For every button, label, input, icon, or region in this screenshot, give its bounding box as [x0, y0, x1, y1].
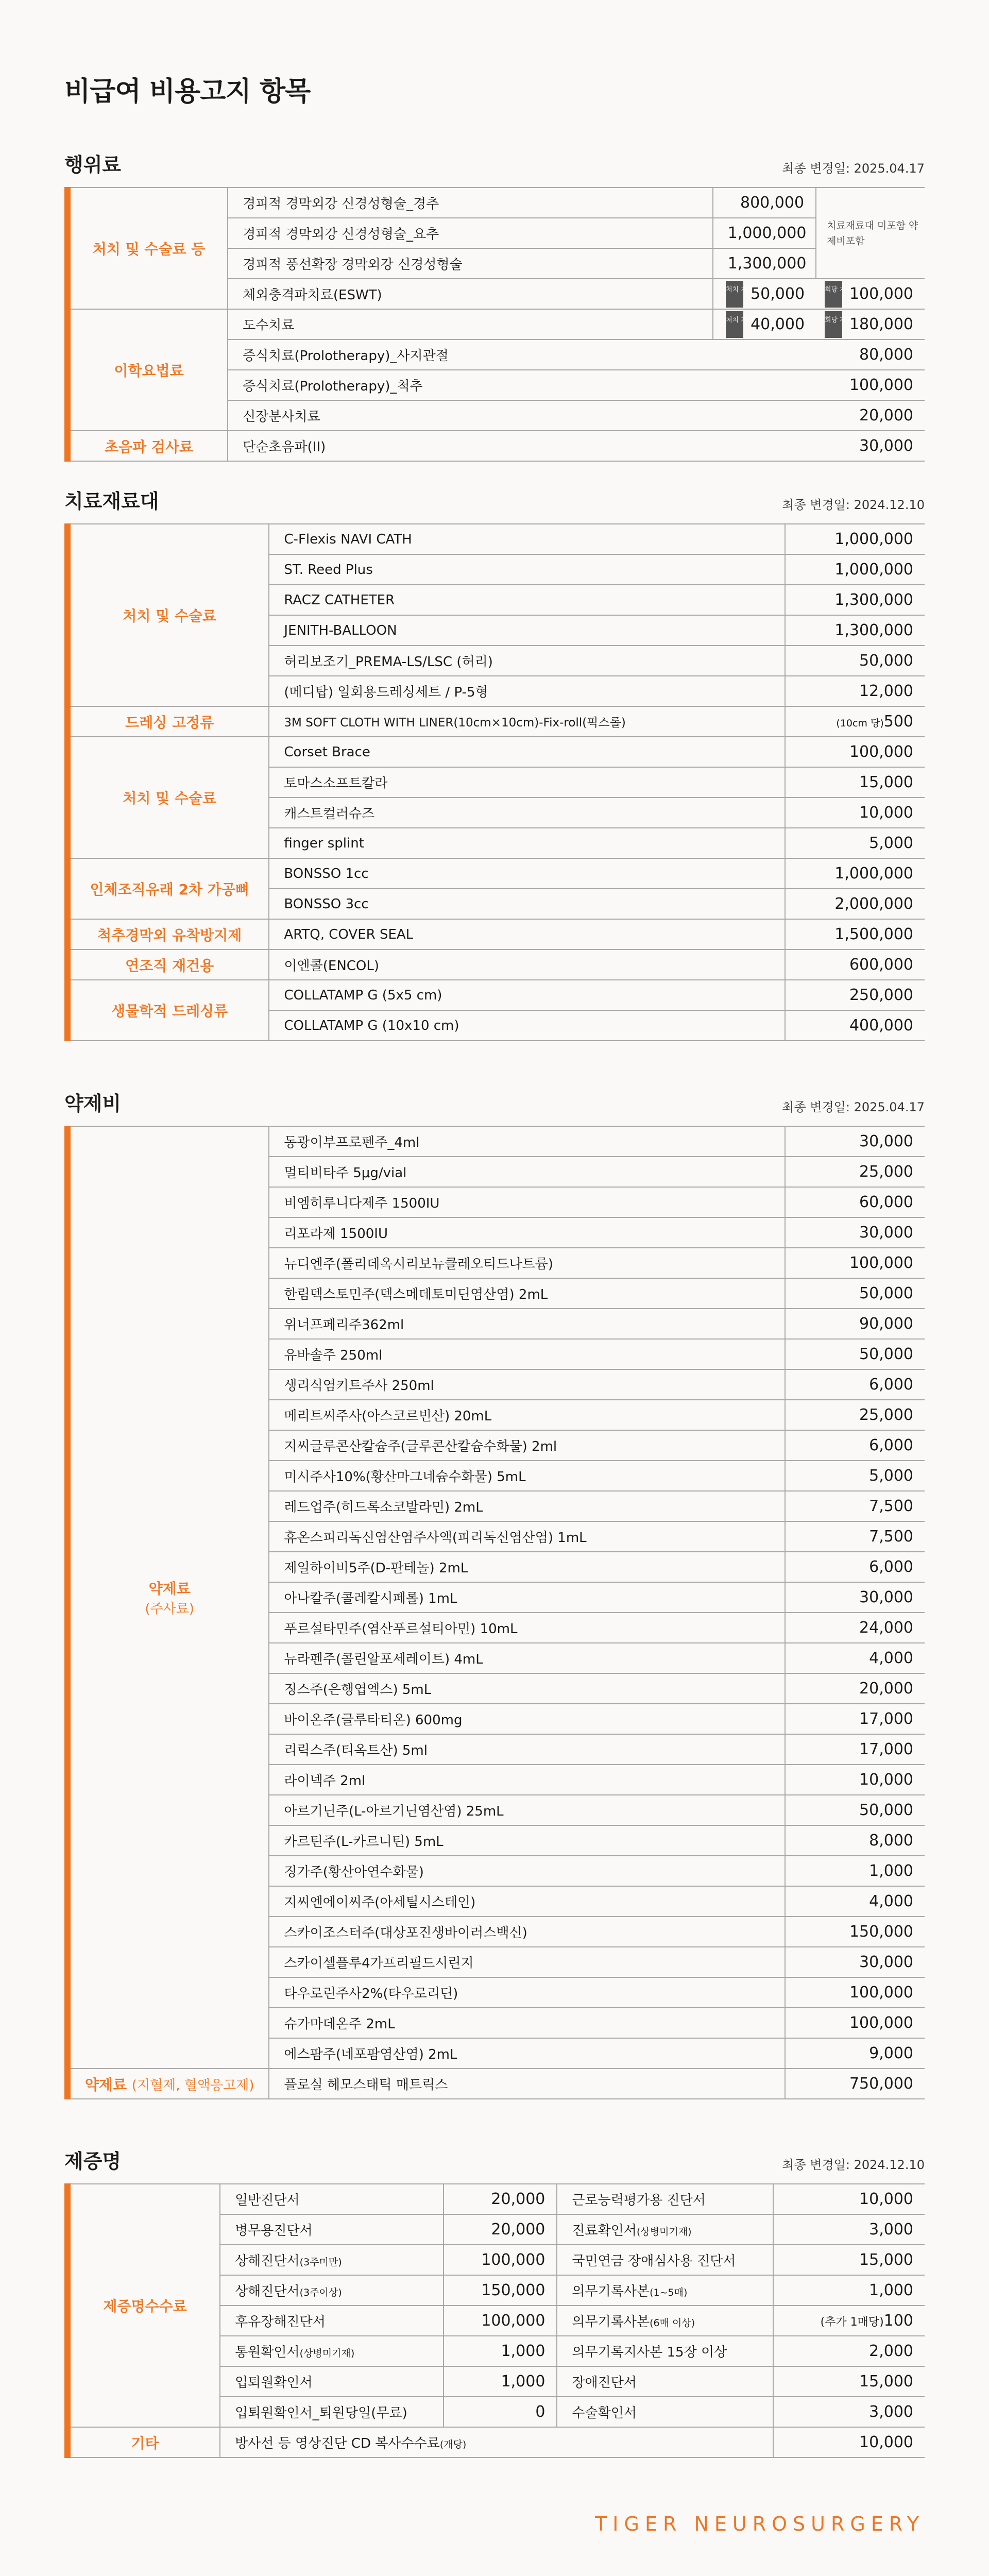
- item-price: 8,000: [785, 1825, 925, 1856]
- item-price: 80,000: [713, 340, 925, 370]
- updated-date: 최종 변경일: 2024.12.10: [782, 2158, 925, 2172]
- item-name: 멀티비타주 5μg/vial: [269, 1157, 785, 1187]
- item-price: 20,000: [444, 2184, 557, 2214]
- item-name: 지씨엔에이씨주(아세틸시스테인): [269, 1886, 785, 1917]
- item-price: 400,000: [785, 1010, 925, 1041]
- item-name: 상해진단서(3주미만): [220, 2245, 444, 2275]
- item-name: 체외충격파치료(ESWT): [228, 279, 713, 309]
- item-name: 단순초음파(II): [228, 431, 713, 461]
- table-row: [67, 2427, 925, 2458]
- category-label: 인체조직유래 2차 가공뼈: [67, 858, 269, 919]
- item-price: 1,300,000: [713, 248, 816, 279]
- item-price: 2,000,000: [785, 889, 925, 919]
- table-row: [67, 919, 925, 950]
- item-price: 10,000: [785, 1765, 925, 1795]
- item-price: 1,300,000: [785, 615, 925, 646]
- item-price: 15,000: [773, 2245, 925, 2275]
- item-price: 100,000: [785, 1977, 925, 2008]
- item-price: 1,000,000: [713, 218, 816, 248]
- section-drugs: [64, 1091, 925, 2099]
- item-price: 100,000: [444, 2306, 557, 2336]
- item-price: 12,000: [785, 676, 925, 706]
- table-row: [67, 431, 925, 461]
- item-price: 1,300,000: [785, 585, 925, 615]
- item-price: 750,000: [785, 2069, 925, 2099]
- item-price: 100,000: [785, 737, 925, 767]
- item-name: 의무기록사본(1~5매): [557, 2275, 773, 2306]
- item-name: 비엠히루니다제주 1500IU: [269, 1187, 785, 1217]
- table-row: [67, 1126, 925, 1157]
- item-price: 17,000: [785, 1734, 925, 1765]
- item-price: 17,000: [785, 1704, 925, 1734]
- updated-date: 최종 변경일: 2024.12.10: [782, 498, 925, 512]
- item-price: 1,000: [444, 2336, 557, 2366]
- drugs-table: [64, 1126, 925, 2099]
- category-label: 생물학적 드레싱류: [67, 980, 269, 1041]
- item-name: 이엔콜(ENCOL): [269, 950, 785, 980]
- badge-extra: 회당 가격: [825, 281, 842, 308]
- item-name: JENITH-BALLOON: [269, 615, 785, 646]
- item-price: 25,000: [785, 1400, 925, 1430]
- category-label: 처치 및 수술료: [67, 737, 269, 858]
- item-name: 신장분사치료: [228, 400, 713, 431]
- category-label: 약제료 (주사료): [67, 1126, 269, 2069]
- procedure-table: [64, 187, 925, 462]
- item-name: 동광이부프로펜주_4ml: [269, 1126, 785, 1157]
- section-title: 약제비: [64, 1092, 122, 1115]
- section-procedure: [64, 152, 925, 462]
- certificates-table: [64, 2183, 925, 2458]
- item-price: 4,000: [785, 1886, 925, 1917]
- item-name: 경피적 경막외강 신경성형술_경추: [228, 188, 713, 218]
- item-name: 경피적 풍선확장 경막외강 신경성형술: [228, 248, 713, 279]
- item-name: 스카이셀플루4가프리필드시린지: [269, 1947, 785, 1977]
- item-price-2: 100,000: [849, 285, 913, 303]
- item-name: 휴온스피리독신염산염주사액(피리독신염산염) 1mL: [269, 1521, 785, 1552]
- item-price: 9,000: [785, 2038, 925, 2069]
- item-price: 30,000: [785, 1126, 925, 1157]
- item-name: (메디탑) 일회용드레싱세트 / P-5형: [269, 676, 785, 706]
- item-name: 뉴라펜주(콜린알포세레이트) 4mL: [269, 1643, 785, 1673]
- item-name: 진료확인서(상병미기재): [557, 2214, 773, 2245]
- item-name: 슈가마데온주 2mL: [269, 2008, 785, 2038]
- item-name: COLLATAMP G (10x10 cm): [269, 1010, 785, 1041]
- item-name: 뉴디엔주(폴리데옥시리보뉴클레오티드나트륨): [269, 1248, 785, 1278]
- badge-treat: 처치 가격: [726, 311, 743, 338]
- item-name: 상해진단서(3주이상): [220, 2275, 444, 2306]
- table-row: [67, 524, 925, 554]
- table-row: [67, 2184, 925, 2214]
- item-name: 유바솔주 250ml: [269, 1339, 785, 1369]
- item-price: 100,000: [785, 2008, 925, 2038]
- item-name: 경피적 경막외강 신경성형술_요추: [228, 218, 713, 248]
- section-title: 치료재료대: [64, 490, 159, 513]
- section-title: 제증명: [64, 2150, 122, 2173]
- item-name: finger splint: [269, 828, 785, 858]
- item-name: 플로실 헤모스태틱 매트릭스: [269, 2069, 785, 2099]
- item-name: 생리식염키트주사 250ml: [269, 1369, 785, 1400]
- item-name: RACZ CATHETER: [269, 585, 785, 615]
- item-name: 병무용진단서: [220, 2214, 444, 2245]
- item-price: 20,000: [713, 400, 925, 431]
- item-price: 7,500: [785, 1521, 925, 1552]
- note-text: 치료재료대 미포함 약제비포함: [816, 188, 925, 279]
- item-price-2: 180,000: [849, 315, 913, 333]
- item-name: 리포라제 1500IU: [269, 1217, 785, 1248]
- updated-date: 최종 변경일: 2025.04.17: [782, 1100, 925, 1114]
- item-name: 타우로린주사2%(타우로리딘): [269, 1977, 785, 2008]
- item-price: 30,000: [785, 1582, 925, 1613]
- item-price: 800,000: [713, 188, 816, 218]
- category-label: 제증명수수료: [67, 2184, 220, 2427]
- item-name: 통원확인서(상병미기재): [220, 2336, 444, 2366]
- item-price: 2,000: [773, 2336, 925, 2366]
- item-name: 후유장해진단서: [220, 2306, 444, 2336]
- category-label: 이학요법료: [67, 309, 228, 431]
- item-name: Corset Brace: [269, 737, 785, 767]
- item-name: 아르기닌주(L-아르기닌염산염) 25mL: [269, 1795, 785, 1825]
- item-name: 도수치료: [228, 309, 713, 340]
- item-name: 방사선 등 영상진단 CD 복사수수료(개당): [220, 2427, 773, 2458]
- item-price: 10,000: [773, 2184, 925, 2214]
- badge-extra: 회당 가격: [825, 311, 842, 338]
- item-price: 50,000: [751, 285, 805, 303]
- item-price: 6,000: [785, 1552, 925, 1582]
- item-price: 90,000: [785, 1309, 925, 1339]
- item-name: 미시주사10%(황산마그네슘수화물) 5mL: [269, 1461, 785, 1491]
- item-price: 250,000: [785, 980, 925, 1010]
- category-label: 처치 및 수술료: [67, 524, 269, 706]
- item-price: 10,000: [785, 798, 925, 828]
- item-name: 제일하이비5주(D-판테놀) 2mL: [269, 1552, 785, 1582]
- item-name: 의무기록지사본 15장 이상: [557, 2336, 773, 2366]
- item-price: 1,500,000: [785, 919, 925, 950]
- item-name: C-Flexis NAVI CATH: [269, 524, 785, 554]
- item-price: 1,000,000: [785, 858, 925, 889]
- updated-date: 최종 변경일: 2025.04.17: [782, 161, 925, 176]
- item-price: 150,000: [444, 2275, 557, 2306]
- item-name: BONSSO 3cc: [269, 889, 785, 919]
- item-price: 5,000: [785, 1461, 925, 1491]
- brand-logo-text: TIGER NEUROSURGERY: [595, 2513, 925, 2535]
- item-name: 토마스소프트칼라: [269, 767, 785, 798]
- item-name: 카르틴주(L-카르니틴) 5mL: [269, 1825, 785, 1856]
- item-price: 50,000: [785, 1278, 925, 1309]
- item-name: 수술확인서: [557, 2397, 773, 2427]
- table-row: [67, 309, 925, 340]
- item-price: 50,000: [785, 646, 925, 676]
- item-name: 일반진단서: [220, 2184, 444, 2214]
- table-row: [67, 706, 925, 737]
- item-price: 30,000: [785, 1217, 925, 1248]
- table-row: [67, 737, 925, 767]
- item-price: 150,000: [785, 1917, 925, 1947]
- item-name: 아나칼주(콜레칼시페롤) 1mL: [269, 1582, 785, 1613]
- item-price: 6,000: [785, 1430, 925, 1461]
- item-price: 30,000: [713, 431, 925, 461]
- item-price: 1,000,000: [785, 524, 925, 554]
- category-label: 약제료 (지혈제, 혈액응고제): [67, 2069, 269, 2099]
- page-title: 비급여 비용고지 항목: [64, 76, 311, 107]
- table-row: [67, 2069, 925, 2099]
- item-price: 30,000: [785, 1947, 925, 1977]
- item-name: 징가주(황산아연수화물): [269, 1856, 785, 1886]
- item-name: 허리보조기_PREMA-LS/LSC (허리): [269, 646, 785, 676]
- item-name: ARTQ, COVER SEAL: [269, 919, 785, 950]
- item-name: 한림덱스토민주(덱스메데토미딘염산염) 2mL: [269, 1278, 785, 1309]
- item-price: 50,000: [785, 1339, 925, 1369]
- item-price: 10,000: [773, 2427, 925, 2458]
- item-name: 장애진단서: [557, 2366, 773, 2397]
- item-name: BONSSO 1cc: [269, 858, 785, 889]
- item-price: 1,000,000: [785, 554, 925, 585]
- item-name: 스카이조스터주(대상포진생바이러스백신): [269, 1917, 785, 1947]
- item-name: 국민연금 장애심사용 진단서: [557, 2245, 773, 2275]
- table-row: [67, 950, 925, 980]
- item-price: 6,000: [785, 1369, 925, 1400]
- category-label: 처치 및 수술료 등: [67, 188, 228, 309]
- item-price: 600,000: [785, 950, 925, 980]
- table-row: [67, 188, 925, 218]
- item-price: 1,000: [773, 2275, 925, 2306]
- item-price: 100,000: [713, 370, 925, 400]
- item-name: 라이넥주 2ml: [269, 1765, 785, 1795]
- item-name: 캐스트컬러슈즈: [269, 798, 785, 828]
- item-price: 5,000: [785, 828, 925, 858]
- item-price: (추가 1매당)100: [773, 2306, 925, 2336]
- item-name: 메리트씨주사(아스코르빈산) 20mL: [269, 1400, 785, 1430]
- item-price: 3,000: [773, 2214, 925, 2245]
- item-price: 1,000: [785, 1856, 925, 1886]
- item-price: 24,000: [785, 1613, 925, 1643]
- item-name: 푸르설타민주(염산푸르설티아민) 10mL: [269, 1613, 785, 1643]
- category-label: 초음파 검사료: [67, 431, 228, 461]
- section-certificates: [64, 2148, 925, 2458]
- item-name: 입퇴원확인서_퇴원당일(무료): [220, 2397, 444, 2427]
- item-name: 에스팜주(네포팜염산염) 2mL: [269, 2038, 785, 2069]
- item-price: 60,000: [785, 1187, 925, 1217]
- item-price: 100,000: [785, 1248, 925, 1278]
- item-price: 4,000: [785, 1643, 925, 1673]
- item-price: (10cm 당)500: [785, 706, 925, 737]
- item-name: 의무기록사본(6매 이상): [557, 2306, 773, 2336]
- item-price: 25,000: [785, 1157, 925, 1187]
- item-price: 1,000: [444, 2366, 557, 2397]
- item-price: 0: [444, 2397, 557, 2427]
- materials-table: [64, 523, 925, 1041]
- item-name: 3M SOFT CLOTH WITH LINER(10cm×10cm)-Fix-roll(픽스롤): [269, 706, 785, 737]
- category-label: 기타: [67, 2427, 220, 2458]
- item-price: 7,500: [785, 1491, 925, 1521]
- item-name: ST. Reed Plus: [269, 554, 785, 585]
- category-label: 척추경막외 유착방지제: [67, 919, 269, 950]
- badge-treat: 처치 가격: [726, 281, 743, 308]
- item-name: 근로능력평가용 진단서: [557, 2184, 773, 2214]
- table-row: [67, 858, 925, 889]
- item-name: 입퇴원확인서: [220, 2366, 444, 2397]
- item-name: 레드업주(히드록소코발라민) 2mL: [269, 1491, 785, 1521]
- item-price: 15,000: [773, 2366, 925, 2397]
- item-price: 20,000: [444, 2214, 557, 2245]
- item-price: 20,000: [785, 1673, 925, 1704]
- category-label: 드레싱 고정류: [67, 706, 269, 737]
- category-label: 연조직 재건용: [67, 950, 269, 980]
- section-title: 행위료: [64, 154, 122, 176]
- item-name: 바이온주(글루타티온) 600mg: [269, 1704, 785, 1734]
- item-name: 리릭스주(티옥트산) 5ml: [269, 1734, 785, 1765]
- section-materials: [64, 488, 925, 1041]
- item-price: 3,000: [773, 2397, 925, 2427]
- item-name: 징스주(은행엽엑스) 5mL: [269, 1673, 785, 1704]
- item-name: 위너프페리주362ml: [269, 1309, 785, 1339]
- item-name: COLLATAMP G (5x5 cm): [269, 980, 785, 1010]
- item-price: 50,000: [785, 1795, 925, 1825]
- item-price: 15,000: [785, 767, 925, 798]
- item-name: 증식치료(Prolotherapy)_사지관절: [228, 340, 713, 370]
- table-row: [67, 980, 925, 1010]
- item-price: 100,000: [444, 2245, 557, 2275]
- item-price: 40,000: [751, 315, 805, 333]
- item-name: 증식치료(Prolotherapy)_척추: [228, 370, 713, 400]
- item-name: 지씨글루콘산칼슘주(글루콘산칼슘수화물) 2ml: [269, 1430, 785, 1461]
